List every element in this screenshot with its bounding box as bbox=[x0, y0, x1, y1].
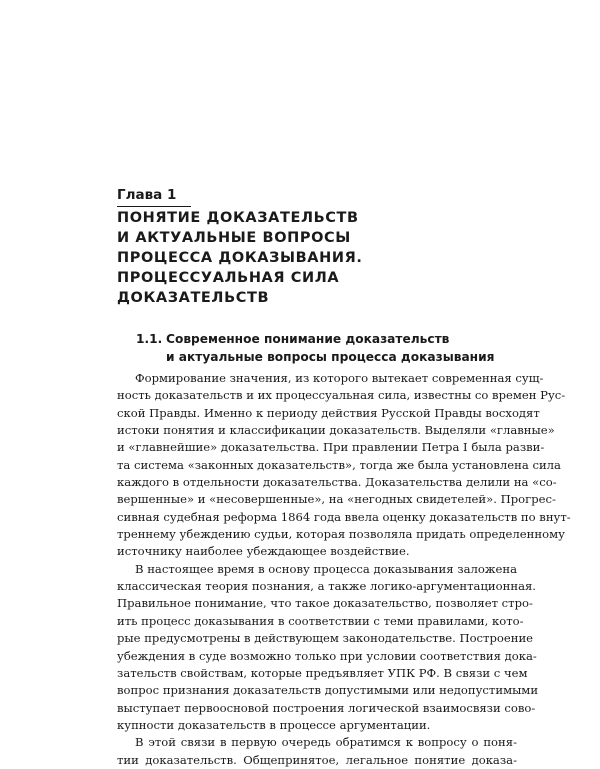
chapter-title bbox=[117, 208, 497, 308]
text-line: каждого в отдельности доказательства. Доказательства делили на «со- bbox=[117, 475, 557, 490]
text-line: вопрос признания доказательств допустимыми или недопустимыми bbox=[117, 683, 539, 698]
body-text bbox=[117, 370, 571, 769]
section-title-line: Современное понимание доказательств bbox=[166, 332, 450, 346]
chapter-title-line: ПОНЯТИЕ ДОКАЗАТЕЛЬСТВ bbox=[117, 210, 359, 226]
text-line: классическая теория познания, а также логико-аргументационная. bbox=[117, 579, 536, 594]
text-line: тии доказательств. Общепринятое, легальное понятие доказа- bbox=[117, 752, 517, 767]
chapter-label: Глава 1 bbox=[117, 186, 191, 207]
text-line: убеждения в суде возможно только при условии соответствия дока- bbox=[117, 648, 537, 663]
text-line: выступает первоосновой построения логической взаимосвязи сово- bbox=[117, 700, 536, 715]
text-line: та система «законных доказательств», тогда же была установлена сила bbox=[117, 457, 561, 472]
text-line: сивная судебная реформа 1864 года ввела оценку доказательств по внут- bbox=[117, 509, 571, 524]
text-line: рые предусмотрены в действующем законодательстве. Построение bbox=[117, 631, 534, 646]
text-line: зательств свойствам, которые предъявляет УПК РФ. В связи с чем bbox=[117, 665, 528, 680]
text-line: ить процесс доказывания в соответствии с теми правилами, кото- bbox=[117, 613, 524, 628]
paragraph bbox=[117, 370, 571, 561]
text-line: Формирование значения, из которого вытекает современная сущ- bbox=[135, 371, 544, 385]
text-line: ность доказательств и их процессуальная сила, известны со времен Рус- bbox=[117, 388, 566, 403]
paragraph bbox=[117, 734, 517, 769]
section-title bbox=[136, 330, 536, 366]
text-line: В настоящее время в основу процесса доказывания заложена bbox=[135, 561, 517, 576]
text-line: Правильное понимание, что такое доказательство, позволяет стро- bbox=[117, 596, 533, 611]
text-line: купности доказательств в процессе аргументации. bbox=[117, 717, 431, 732]
text-line: истоки понятия и классификации доказательств. Выделяли «главные» bbox=[117, 423, 555, 438]
chapter-title-line: ПРОЦЕССА ДОКАЗЫВАНИЯ. bbox=[117, 250, 363, 266]
section-title-line: и актуальные вопросы процесса доказывания bbox=[166, 350, 495, 364]
text-line: и «главнейшие» доказательства. При правлении Петра I была разви- bbox=[117, 440, 545, 455]
text-line: ской Правды. Именно к периоду действия Русской Правды восходят bbox=[117, 405, 540, 420]
chapter-title-line: ПРОЦЕССУАЛЬНАЯ СИЛА bbox=[117, 270, 340, 286]
text-line: вершенные» и «несовершенные», на «негодных свидетелей». Прогрес- bbox=[117, 492, 556, 507]
section-number: 1.1. bbox=[136, 332, 163, 346]
paragraph bbox=[117, 561, 539, 734]
text-line: В этой связи в первую очередь обратимся к вопросу о поня- bbox=[135, 735, 517, 750]
chapter-title-line: И АКТУАЛЬНЫЕ ВОПРОСЫ bbox=[117, 230, 351, 246]
text-line: треннему убеждению судьи, которая позволяла придать определенному bbox=[117, 527, 565, 542]
chapter-title-line: ДОКАЗАТЕЛЬСТВ bbox=[117, 290, 270, 306]
text-line: источнику наиболее убеждающее воздействие. bbox=[117, 544, 410, 559]
